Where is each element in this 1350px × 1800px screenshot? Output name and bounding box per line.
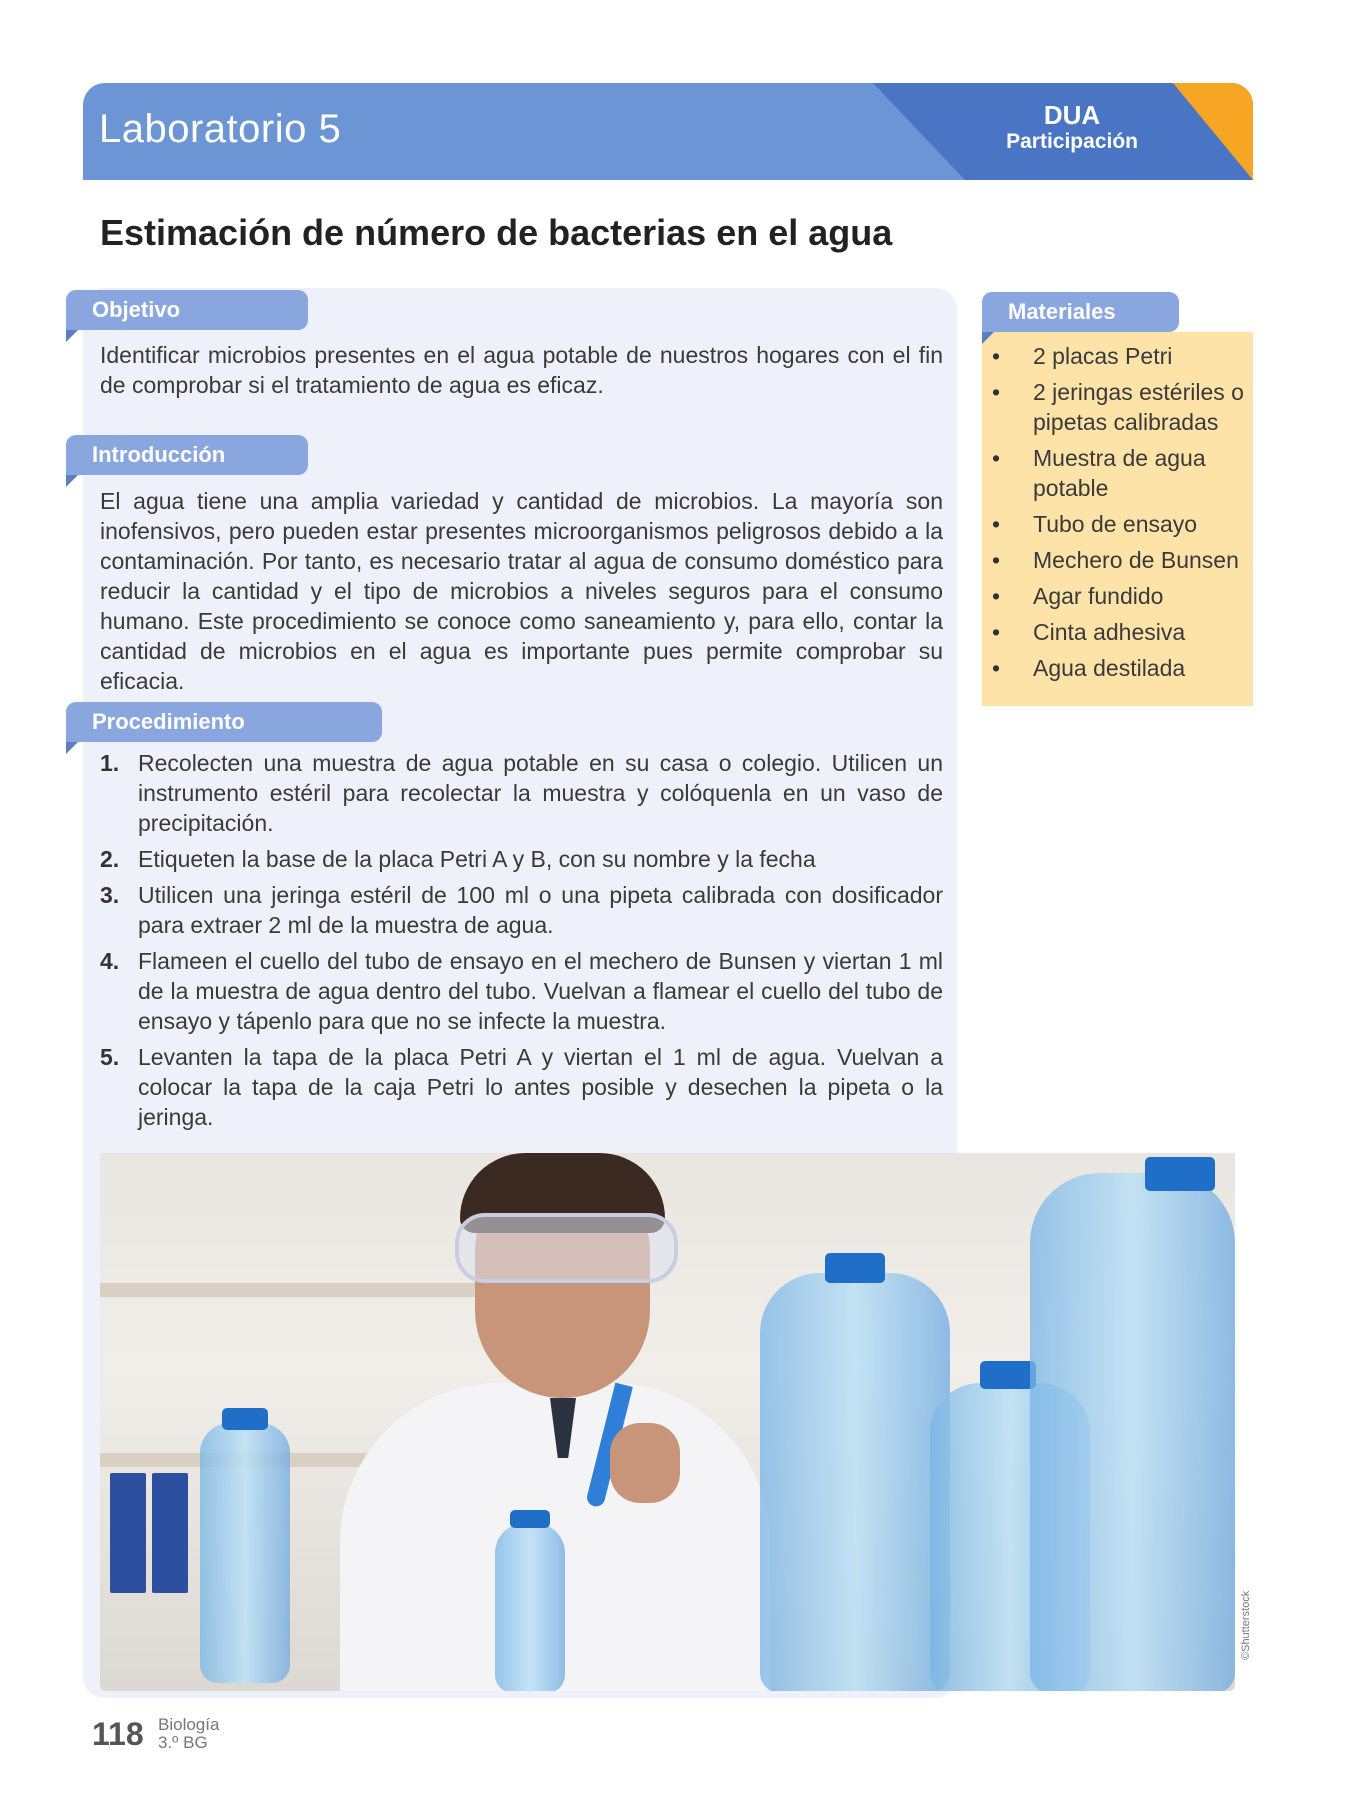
water-bottle <box>200 1423 290 1683</box>
material-item: • 2 placas Petri <box>992 341 1248 371</box>
material-item: • Muestra de agua potable <box>992 443 1248 503</box>
grade-label: 3.º BG <box>158 1733 208 1752</box>
procedure-step <box>100 880 943 940</box>
step-number: 5. <box>100 1044 120 1070</box>
material-item: • Agar fundido <box>992 581 1248 611</box>
hand <box>610 1423 680 1503</box>
lab-title: Laboratorio 5 <box>99 107 342 151</box>
bottle-cap <box>222 1408 268 1430</box>
water-bottle <box>495 1523 565 1691</box>
header-banner <box>83 83 1253 180</box>
step-number: 3. <box>100 882 120 908</box>
procedure-step <box>100 1042 943 1132</box>
dua-subtitle: Participación <box>1006 130 1138 153</box>
procedure-step <box>100 748 943 838</box>
jug-cap <box>825 1253 885 1283</box>
material-item: • Cinta adhesiva <box>992 617 1248 647</box>
jug-cap <box>980 1361 1036 1389</box>
step-text: Flameen el cuello del tubo de ensayo en el mechero de Bunsen y viertan 1 ml de la muestra de agua dentro del tubo. Vuelvan a flamear el cuello del tubo de ensayo y tápenlo para que no se infecte la muestra. <box>138 948 943 1034</box>
binder <box>152 1473 188 1593</box>
shelf <box>100 1283 480 1297</box>
jug-cap <box>1145 1157 1215 1191</box>
step-text: Recolecten una muestra de agua potable en su casa o colegio. Utilicen un instrumento estéril para recolectar la muestra y colóquenla en un vaso de precipitación. <box>138 750 943 836</box>
binder <box>110 1473 146 1593</box>
page-number: 118 <box>92 1716 144 1752</box>
material-item: • Agua destilada <box>992 653 1248 683</box>
material-item: • 2 jeringas estériles o pipetas calibradas <box>992 377 1248 437</box>
water-jug <box>760 1273 950 1691</box>
dua-badge <box>1006 101 1138 155</box>
step-text: Utilicen una jeringa estéril de 100 ml o una pipeta calibrada con dosificador para extraer 2 ml de la muestra de agua. <box>138 882 943 938</box>
step-text: Levanten la tapa de la placa Petri A y viertan el 1 ml de agua. Vuelvan a colocar la tapa de la caja Petri lo antes posible y desechen la pipeta o la jeringa. <box>138 1044 943 1130</box>
step-number: 4. <box>100 948 120 974</box>
step-number: 2. <box>100 846 120 872</box>
procedure-step <box>100 844 943 874</box>
objetivo-text: Identificar microbios presentes en el agua potable de nuestros hogares con el fin de comprobar si el tratamiento de agua es eficaz. <box>100 342 943 398</box>
materials-list <box>992 341 1248 689</box>
water-jug <box>1030 1173 1235 1691</box>
material-item: • Tubo de ensayo <box>992 509 1248 539</box>
material-item: • Mechero de Bunsen <box>992 545 1248 575</box>
subject-label: Biología <box>158 1715 220 1734</box>
dua-title: DUA <box>1043 100 1101 130</box>
step-number: 1. <box>100 750 120 776</box>
page-title: Estimación de número de bacterias en el agua <box>100 212 893 253</box>
procedimiento-tab: Procedimiento <box>66 702 382 742</box>
objetivo-tab: Objetivo <box>66 290 308 330</box>
materiales-tab: Materiales <box>982 292 1179 332</box>
introduccion-tab: Introducción <box>66 435 308 475</box>
introduccion-text: El agua tiene una amplia variedad y cantidad de microbios. La mayoría son inofensivos, pero pueden estar presentes microorganismos peligrosos debido a la contaminación. Por tanto, es necesario tratar al agua de consumo doméstico para reducir la cantidad y el tipo de microbios a niveles seguros para el consumo humano. Este procedimiento se conoce como saneamiento y, para ello, contar la cantidad de microbios en el agua es importante pues permite comprobar su eficacia. <box>100 488 943 694</box>
procedure-steps <box>100 748 943 1138</box>
step-text: Etiqueten la base de la placa Petri A y B, con su nombre y la fecha <box>138 846 816 872</box>
lab-photo <box>100 1153 1235 1691</box>
photo-credit: ©Shutterstock <box>1240 1590 1252 1660</box>
procedure-step <box>100 946 943 1036</box>
bottle-cap <box>510 1510 550 1528</box>
safety-goggles <box>455 1213 678 1283</box>
footer-subject <box>158 1716 219 1752</box>
